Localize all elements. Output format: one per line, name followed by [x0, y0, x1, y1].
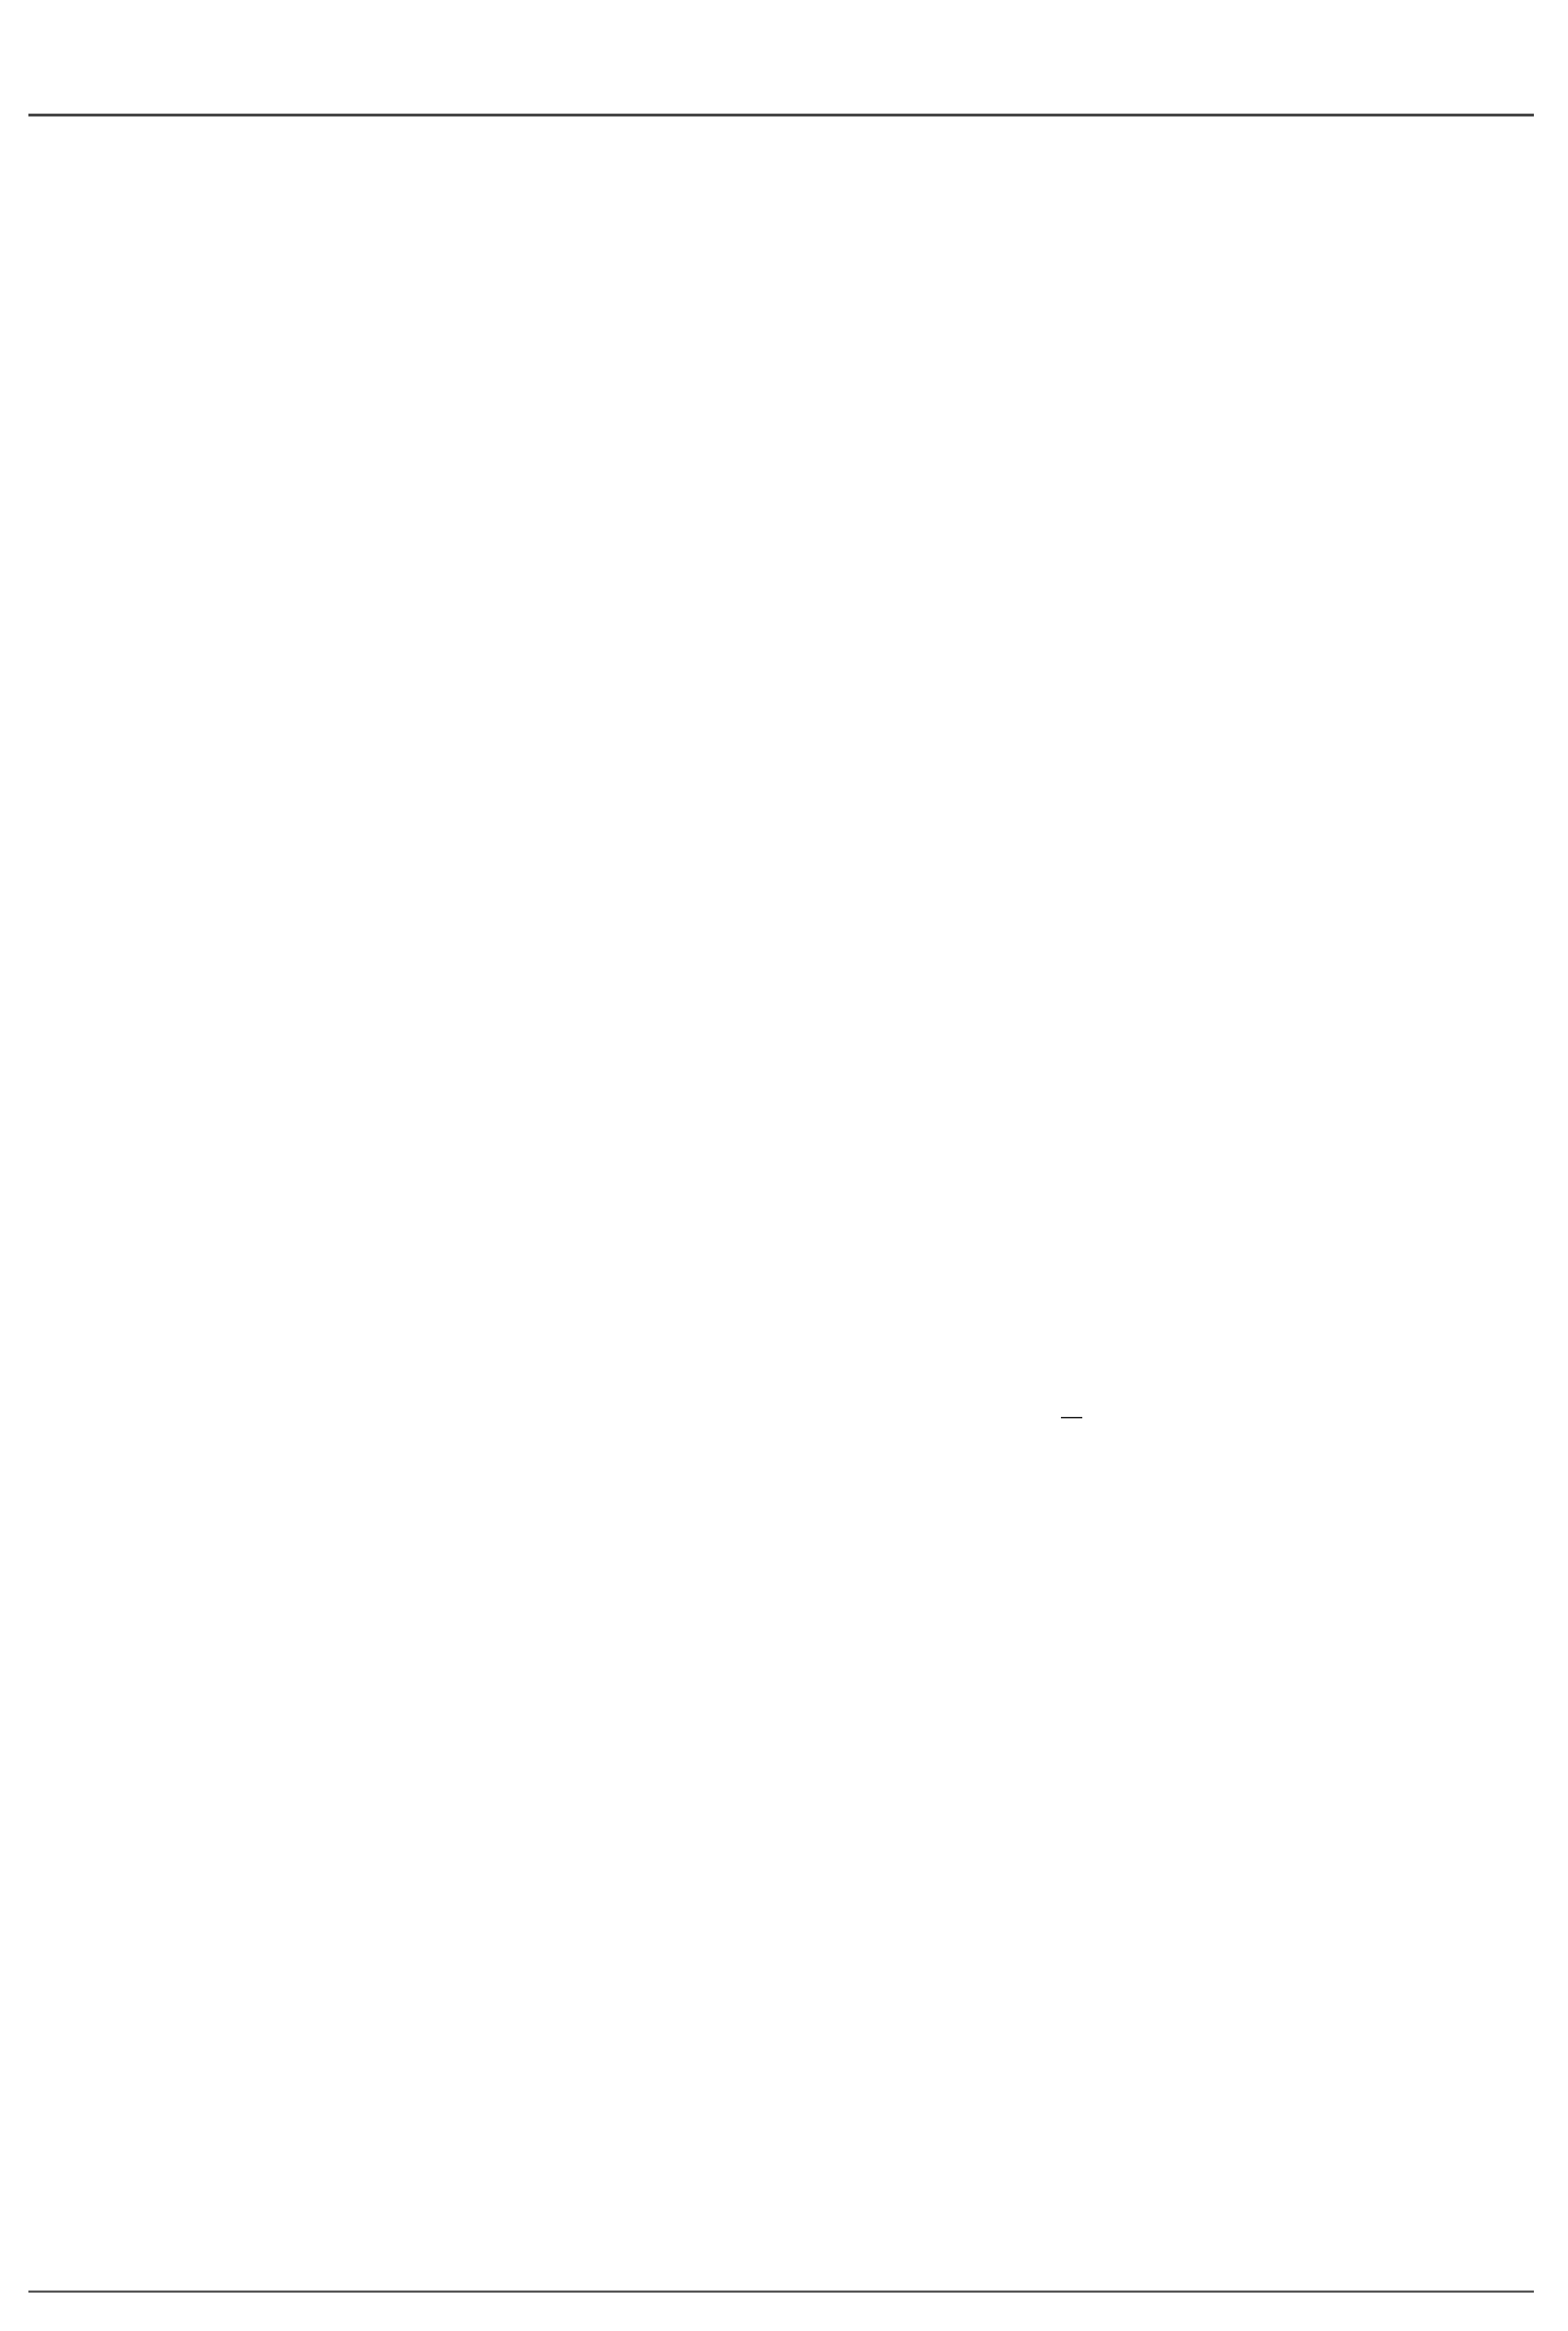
header-rule	[28, 114, 1534, 116]
equation-6	[1058, 1417, 1085, 1418]
fig11-xrd	[0, 1108, 774, 1946]
equation-6-fraction	[1061, 1417, 1082, 1418]
fraction-bar	[1061, 1417, 1082, 1418]
footer-rule	[28, 2291, 1534, 2293]
fig10-spectra	[0, 121, 1568, 1101]
